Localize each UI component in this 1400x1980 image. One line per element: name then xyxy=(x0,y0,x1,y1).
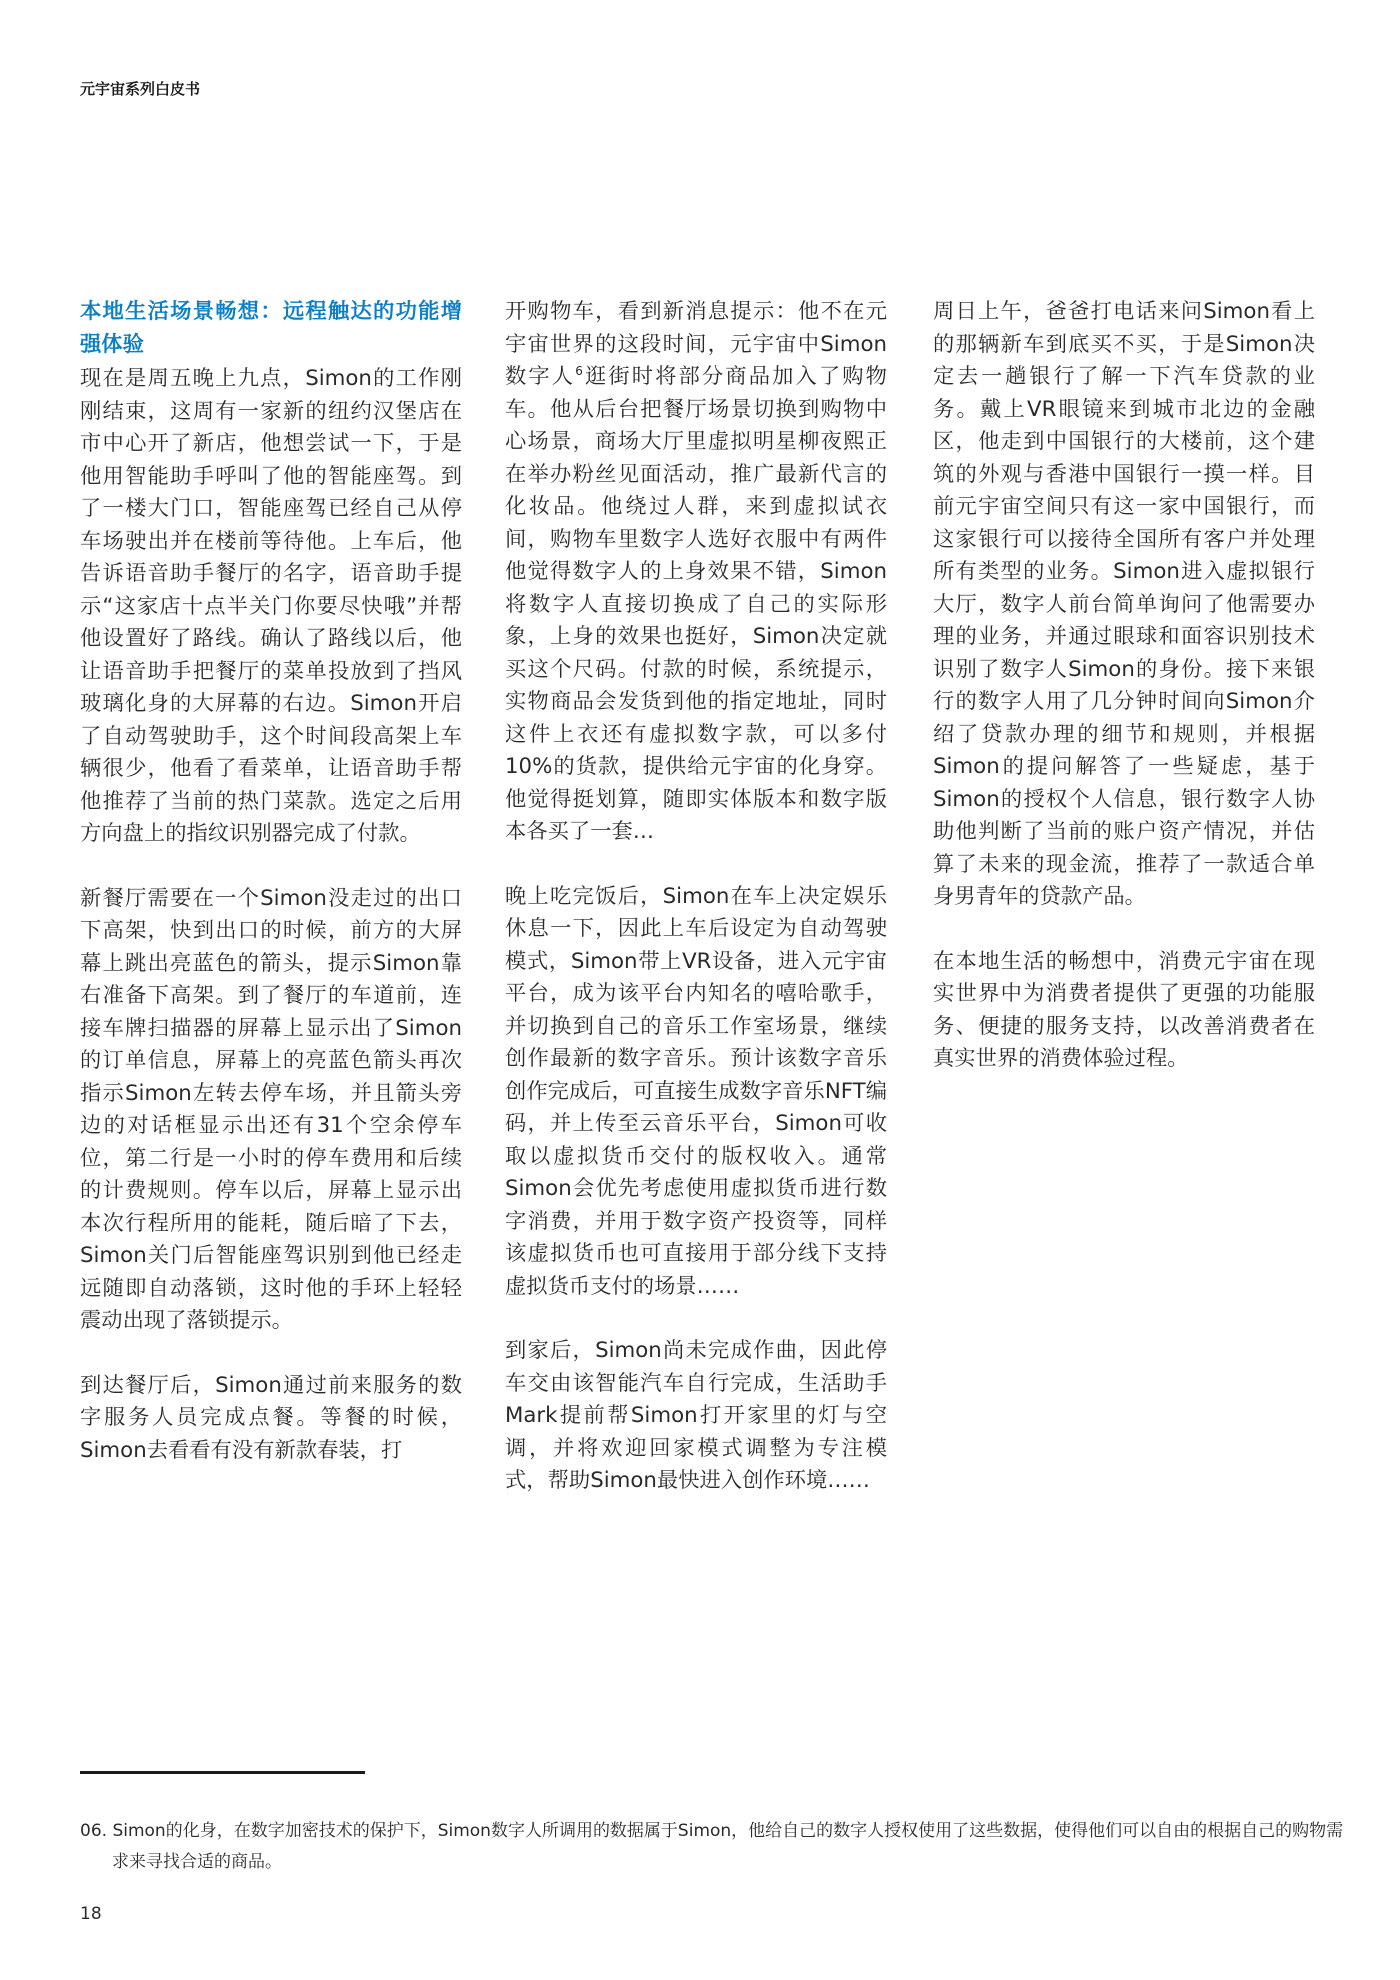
running-header: 元宇宙系列白皮书 xyxy=(80,80,201,98)
footnote-reference[interactable]: 6 xyxy=(575,363,583,378)
paragraph: 晚上吃完饭后，Simon在车上决定娱乐休息一下，因此上车后设定为自动驾驶模式，Simon带上VR设备，进入元宇宙平台，成为该平台内知名的嘻哈歌手，并切换到自己的音乐工作室场景，继续创作最新的数字音乐。预计该数字音乐创作完成后，可直接生成数字音乐NFT编码，并上传至云音乐平台，Simon可收取以虚拟货币交付的版权收入。通常Simon会优先考虑使用虚拟货币进行数字消费，并用于数字资产投资等，同样该虚拟货币也可直接用于部分线下支持虚拟货币支付的场景…… xyxy=(505,883,887,1299)
paragraph-text: 开购物车，看到新消息提示：他不在元宇宙世界的这段时间，元宇宙中Simon数字人 xyxy=(505,299,887,389)
paragraph: 到达餐厅后，Simon通过前来服务的数字服务人员完成点餐。等餐的时候，Simon去看看有没有新款春装，打 xyxy=(80,1372,462,1463)
footnote-divider xyxy=(80,1771,365,1774)
page-number: 18 xyxy=(80,1904,102,1924)
column-2 xyxy=(505,296,887,1530)
section-heading: 本地生活场景畅想：远程触达的功能增强体验 xyxy=(80,299,462,357)
paragraph: 现在是周五晚上九点，Simon的工作刚刚结束，这周有一家新的纽约汉堡店在市中心开了新店，他想尝试一下，于是他用智能助手呼叫了他的智能座驾。到了一楼大门口，智能座驾已经自己从停车场驶出并在楼前等待他。上车后，他告诉语音助手餐厅的名字，语音助手提示“这家店十点半关门你要尽快哦”并帮他设置好了路线。确认了路线以后，他让语音助手把餐厅的菜单投放到了挡风玻璃化身的大屏幕的右边。Simon开启了自动驾驶助手，这个时间段高架上车辆很少，他看了看菜单，让语音助手帮他推荐了当前的热门菜款。选定之后用方向盘上的指纹识别器完成了付款。 xyxy=(80,366,462,846)
column-3 xyxy=(933,296,1315,1108)
paragraph-text: 逛街时将部分商品加入了购物车。他从后台把餐厅场景切换到购物中心场景，商场大厅里虚拟明星柳夜熙正在举办粉丝见面活动，推广最新代言的化妆品。他绕过人群，来到虚拟试衣间，购物车里数字人选好衣服中有两件他觉得数字人的上身效果不错，Simon将数字人直接切换成了自己的实际形象，上身的效果也挺好，Simon决定就买这个尺码。付款的时候，系统提示，实物商品会发货到他的指定地址，同时这件上衣还有虚拟数字款，可以多付10%的货款，提供给元宇宙的化身穿。他觉得挺划算，随即实体版本和数字版本各买了一套… xyxy=(505,364,887,844)
column-1 xyxy=(80,296,462,1499)
paragraph: 到家后，Simon尚未完成作曲，因此停车交由该智能汽车自行完成，生活助手Mark提前帮Simon打开家里的灯与空调，并将欢迎回家模式调整为专注模式，帮助Simon最快进入创作环境…… xyxy=(505,1338,887,1493)
paragraph: 在本地生活的畅想中，消费元宇宙在现实世界中为消费者提供了更强的功能服务、便捷的服务支持，以改善消费者在真实世界的消费体验过程。 xyxy=(933,948,1315,1071)
paragraph: 周日上午，爸爸打电话来问Simon看上的那辆新车到底买不买，于是Simon决定去一趟银行了解一下汽车贷款的业务。戴上VR眼镜来到城市北边的金融区，他走到中国银行的大楼前，这个建筑的外观与香港中国银行一摸一样。目前元宇宙空间只有这一家中国银行，而这家银行可以接待全国所有客户并处理所有类型的业务。Simon进入虚拟银行大厅，数字人前台简单询问了他需要办理的业务，并通过眼球和面容识别技术识别了数字人Simon的身份。接下来银行的数字人用了几分钟时间向Simon介绍了贷款办理的细节和规则，并根据Simon的提问解答了一些疑虑，基于Simon的授权个人信息，银行数字人协助他判断了当前的账户资产情况，并估算了未来的现金流，推荐了一款适合单身男青年的贷款产品。 xyxy=(933,299,1315,909)
paragraph xyxy=(505,296,887,849)
footnote: 06. Simon的化身，在数字加密技术的保护下，Simon数字人所调用的数据属于Simon，他给自己的数字人授权使用了这些数据，使得他们可以自由的根据自己的购物需求来寻找合适的商品。 xyxy=(80,1821,1344,1872)
paragraph: 新餐厅需要在一个Simon没走过的出口下高架，快到出口的时候，前方的大屏幕上跳出亮蓝色的箭头，提示Simon靠右准备下高架。到了餐厅的车道前，连接车牌扫描器的屏幕上显示出了Simon的订单信息，屏幕上的亮蓝色箭头再次指示Simon左转去停车场，并且箭头旁边的对话框显示出还有31个空余停车位，第二行是一小时的停车费用和后续的计费规则。停车以后，屏幕上显示出本次行程所用的能耗，随后暗了下去，Simon关门后智能座驾识别到他已经走远随即自动落锁，这时他的手环上轻轻震动出现了落锁提示。 xyxy=(80,885,462,1333)
body-columns xyxy=(0,296,1400,1716)
